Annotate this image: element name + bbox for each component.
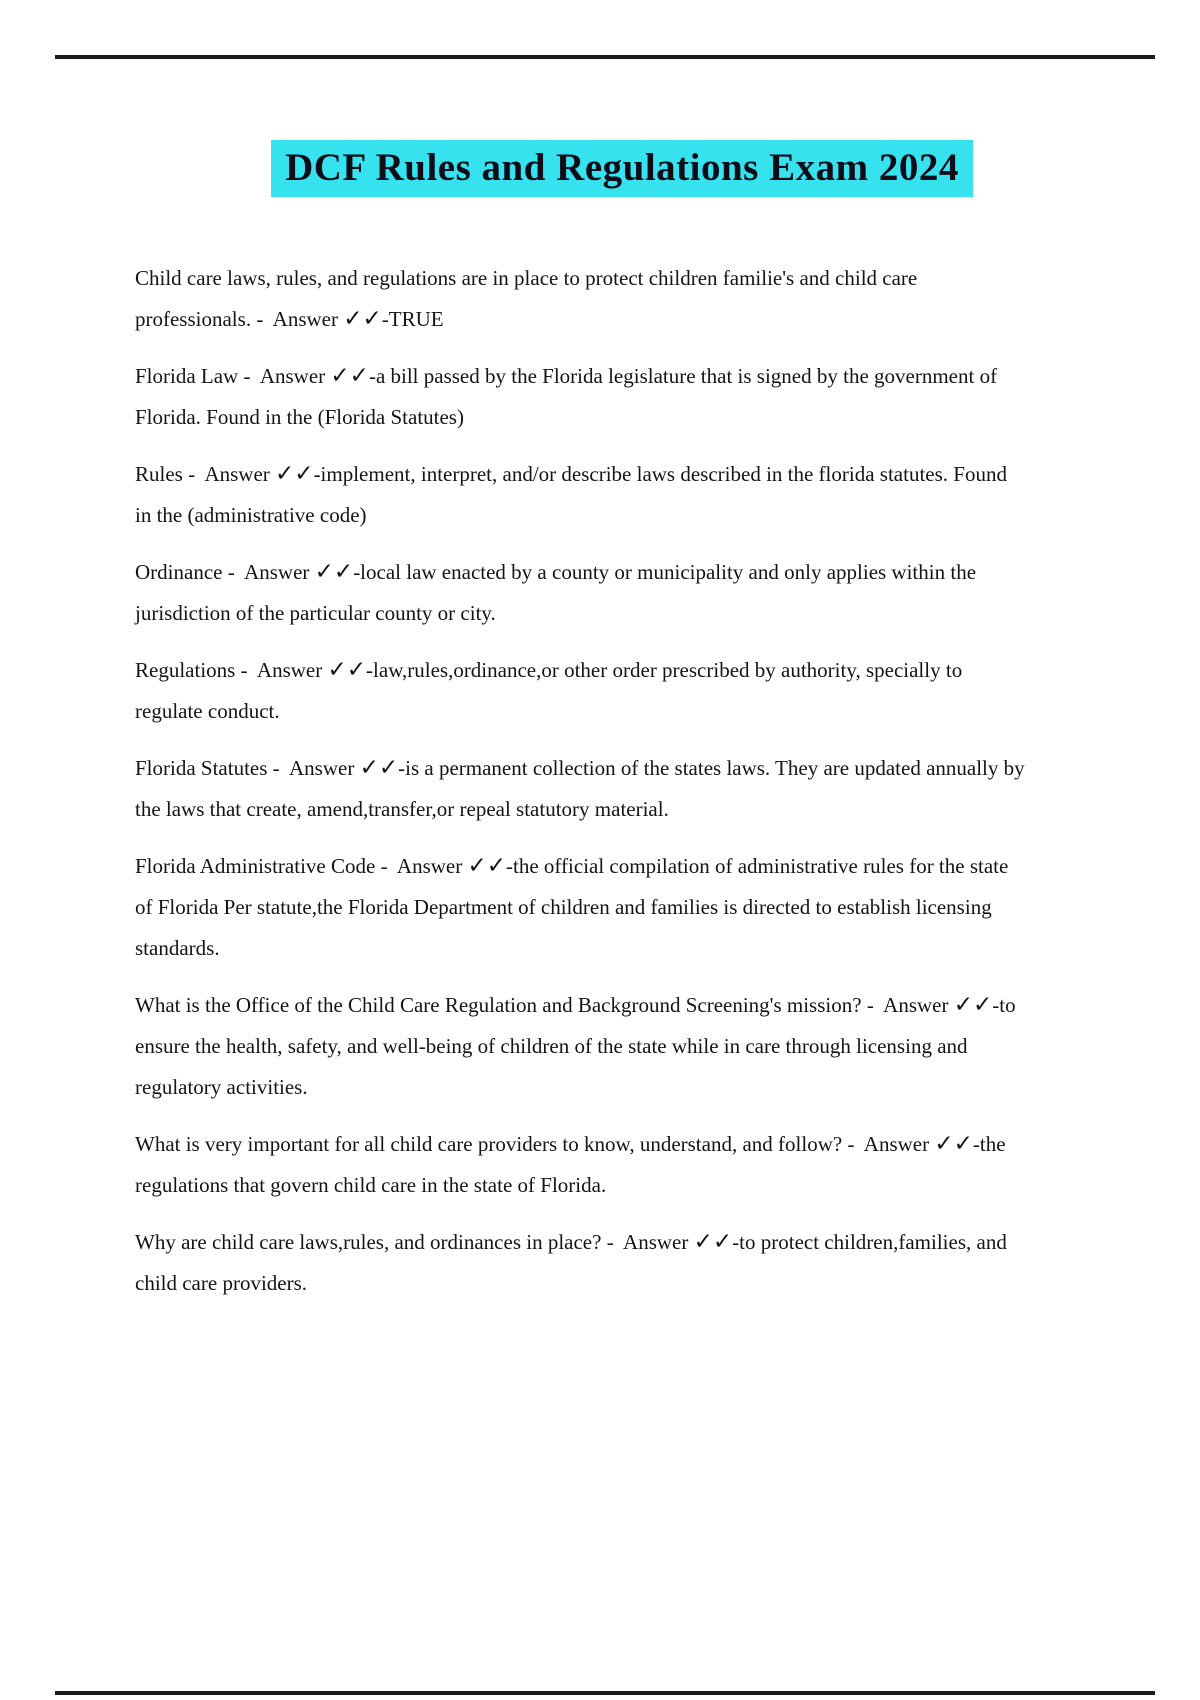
- qa-answer: -to protect children,families, and child care providers.: [135, 1230, 1013, 1295]
- answer-label: Answer: [883, 993, 954, 1017]
- qa-answer: -law,rules,ordinance,or other order prescribed by authority, specially to regulate conduct.: [135, 658, 968, 723]
- qa-separator: -: [842, 1132, 864, 1156]
- qa-question: Florida Administrative Code: [135, 854, 376, 878]
- double-checkmark-icon: ✓✓: [275, 461, 314, 487]
- qa-answer: -the official compilation of administrative rules for the state of Florida Per statute,the Florida Department of children and families is directed to establish licensing standards.: [135, 854, 1014, 960]
- qa-separator: -: [251, 307, 273, 331]
- qa-question: Why are child care laws,rules, and ordinances in place?: [135, 1230, 602, 1254]
- qa-item: [135, 258, 1025, 340]
- qa-item: [135, 985, 1025, 1108]
- double-checkmark-icon: ✓✓: [327, 657, 367, 683]
- qa-separator: -: [861, 993, 884, 1017]
- double-checkmark-icon: ✓✓: [330, 363, 369, 389]
- qa-question: Child care laws, rules, and regulations are in place to protect children familie's and child care professionals.: [135, 266, 923, 331]
- qa-answer: -a bill passed by the Florida legislature that is signed by the government of Florida. Found in the (Florida Statutes): [135, 364, 1003, 429]
- qa-answer: -TRUE: [381, 307, 444, 331]
- qa-item: [135, 454, 1025, 536]
- answer-label: Answer: [204, 462, 276, 486]
- qa-answer: -to ensure the health, safety, and well-being of children of the state while in care through licensing and regulatory activities.: [135, 993, 1021, 1099]
- qa-answer: -implement, interpret, and/or describe laws described in the florida statutes. Found in the (administrative code): [135, 462, 1013, 527]
- qa-item: [135, 356, 1025, 438]
- qa-separator: -: [182, 462, 205, 486]
- qa-question: What is the Office of the Child Care Regulation and Background Screening's mission?: [135, 993, 862, 1017]
- qa-item: [135, 552, 1025, 634]
- page-title: DCF Rules and Regulations Exam 2024: [271, 140, 973, 197]
- bottom-rule: [55, 1691, 1155, 1695]
- double-checkmark-icon: ✓✓: [343, 306, 382, 332]
- qa-question: Regulations: [135, 658, 236, 682]
- qa-question: Florida Statutes: [135, 756, 268, 780]
- qa-separator: -: [601, 1230, 624, 1254]
- answer-label: Answer: [289, 756, 360, 780]
- double-checkmark-icon: ✓✓: [934, 1131, 973, 1157]
- double-checkmark-icon: ✓✓: [693, 1229, 733, 1255]
- qa-item: [135, 748, 1030, 830]
- qa-answer: -the regulations that govern child care in the state of Florida.: [135, 1132, 1011, 1197]
- double-checkmark-icon: ✓✓: [359, 755, 399, 781]
- qa-answer: -is a permanent collection of the states laws. They are updated annually by the laws that create, amend,transfer,or repeal statutory material.: [135, 756, 1030, 821]
- qa-question: What is very important for all child care providers to know, understand, and follow?: [135, 1132, 843, 1156]
- qa-item: [135, 846, 1025, 969]
- double-checkmark-icon: ✓✓: [314, 559, 354, 585]
- answer-label: Answer: [259, 364, 331, 388]
- double-checkmark-icon: ✓✓: [467, 853, 507, 879]
- qa-separator: -: [235, 658, 257, 682]
- answer-label: Answer: [623, 1230, 694, 1254]
- qa-separator: -: [375, 854, 397, 878]
- qa-question: Florida Law: [135, 364, 239, 388]
- qa-item: [135, 1124, 1025, 1206]
- double-checkmark-icon: ✓✓: [953, 992, 993, 1018]
- qa-question: Ordinance: [135, 560, 223, 584]
- qa-question: Rules: [135, 462, 183, 486]
- qa-answer: -local law enacted by a county or municipality and only applies within the jurisdiction of the particular county or city.: [135, 560, 982, 625]
- qa-list: [135, 258, 1030, 1320]
- top-rule: [55, 55, 1155, 59]
- qa-separator: -: [238, 364, 260, 388]
- qa-item: [135, 1222, 1025, 1304]
- answer-label: Answer: [863, 1132, 935, 1156]
- answer-label: Answer: [396, 854, 468, 878]
- answer-label: Answer: [244, 560, 315, 584]
- answer-label: Answer: [256, 658, 328, 682]
- page-header: [0, 140, 1200, 197]
- qa-separator: -: [222, 560, 245, 584]
- answer-label: Answer: [272, 307, 344, 331]
- qa-separator: -: [267, 756, 290, 780]
- qa-item: [135, 650, 1025, 732]
